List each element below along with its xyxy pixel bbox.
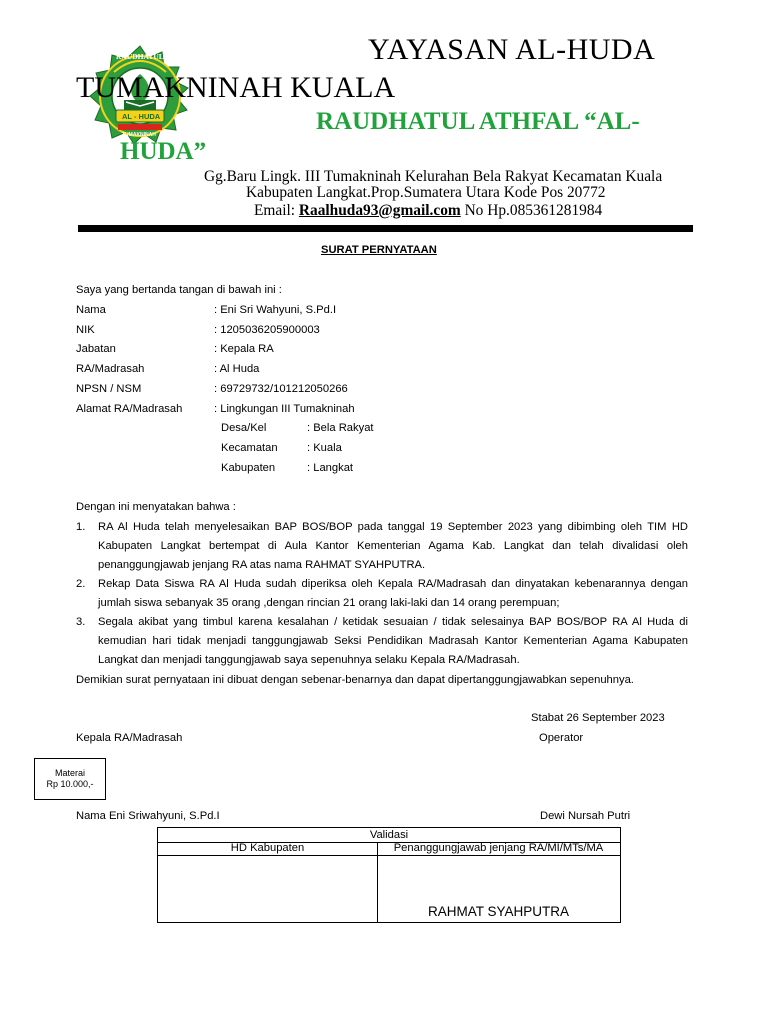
signer-left-title: Kepala RA/Madrasah	[76, 732, 183, 744]
phone-number: No Hp.085361281984	[460, 202, 603, 219]
item-line: Kabupaten Langkat bertempat di Aula Kantor Kementerian Agama Kab. Langkat dan telah divalidasi oleh	[98, 540, 688, 552]
logo-arc-text: RAUDHATUL ATHFAL	[116, 52, 195, 61]
email-label: Email:	[254, 202, 299, 219]
closing-text: Demikian surat pernyataan ini dibuat dengan sebenar-benarnya dan dapat dipertanggungjawabkan sepenuhnya.	[76, 674, 634, 686]
address-line-1: Gg.Baru Lingk. III Tumakninah Kelurahan Bela Rakyat Kecamatan Kuala	[204, 168, 663, 185]
field-label: Jabatan	[76, 343, 116, 355]
place-date: Stabat 26 September 2023	[531, 712, 665, 724]
validation-title: Validasi	[158, 828, 620, 843]
signer-right-name: Dewi Nursah Putri	[540, 810, 631, 822]
validation-signature-cell	[158, 856, 378, 922]
intro-text: Saya yang bertanda tangan di bawah ini :	[76, 284, 282, 296]
foundation-location: TUMAKNINAH KUALA	[76, 71, 396, 104]
statement-intro: Dengan ini menyatakan bahwa :	[76, 501, 236, 513]
item-number: 3.	[76, 616, 86, 628]
item-number: 2.	[76, 578, 86, 590]
field-value: : 1205036205900003	[214, 324, 320, 336]
materai-label: Materai	[54, 768, 85, 778]
field-value: : 69729732/101212050266	[214, 383, 348, 395]
field-label: NPSN / NSM	[76, 383, 142, 395]
header-divider	[78, 225, 693, 232]
contact-line	[254, 202, 602, 220]
address-line-2: Kabupaten Langkat.Prop.Sumatera Utara Kode Pos 20772	[246, 184, 606, 201]
document-title: SURAT PERNYATAAN	[321, 244, 437, 256]
field-value: : Al Huda	[214, 363, 260, 375]
item-line: penanggungjawab jenjang RA atas nama RAHMAT SYAHPUTRA.	[98, 559, 426, 571]
sub-field-value: : Langkat	[307, 462, 354, 474]
materai-stamp-box	[34, 758, 106, 800]
field-label: NIK	[76, 324, 95, 336]
field-label: Alamat RA/Madrasah	[76, 403, 183, 415]
item-number: 1.	[76, 521, 86, 533]
sub-field-label: Desa/Kel	[221, 422, 267, 434]
item-line: RA Al Huda telah menyelesaikan BAP BOS/BOP pada tanggal 19 September 2023 yang dibimbing oleh TIM HD	[98, 521, 688, 533]
school-name-cont: HUDA”	[120, 138, 207, 165]
validation-signer: RAHMAT SYAHPUTRA	[427, 904, 570, 919]
field-label: Nama	[76, 304, 106, 316]
field-value: : Eni Sri Wahyuni, S.Pd.I	[214, 304, 337, 316]
item-line: Rekap Data Siswa RA Al Huda sudah diperiksa oleh Kepala RA/Madrasah dan dinyatakan kebenarannya dengan	[98, 578, 688, 590]
materai-amount: Rp 10.000,-	[46, 779, 94, 789]
signer-left-name: Nama Eni Sriwahyuni, S.Pd.I	[76, 810, 220, 822]
validation-col-hd: HD Kabupaten	[158, 842, 378, 856]
sub-field-label: Kecamatan	[221, 442, 278, 454]
email-link[interactable]: Raalhuda93@gmail.com	[298, 202, 461, 219]
logo-banner-text: AL - HUDA	[122, 112, 161, 121]
sub-field-value: : Bela Rakyat	[307, 422, 374, 434]
signer-right-title: Operator	[539, 732, 584, 744]
validation-col-pj: Penanggungjawab jenjang RA/MI/MTs/MA	[377, 842, 620, 856]
item-line: Segala akibat yang timbul karena kesalahan / ketidak sesuaian / tidak selesainya BAP BOS/BOP RA Al Huda di	[98, 616, 688, 628]
foundation-name: YAYASAN AL-HUDA	[368, 33, 656, 66]
school-name: RAUDHATUL ATHFAL “AL-	[316, 108, 640, 135]
sub-field-value: : Kuala	[307, 442, 342, 454]
sub-field-label: Kabupaten	[221, 462, 276, 474]
validation-table	[157, 827, 621, 923]
field-value: : Kepala RA	[214, 343, 274, 355]
logo-bottom-text: TUMAKNINAH	[122, 132, 156, 138]
field-value: : Lingkungan III Tumakninah	[214, 403, 355, 415]
item-line: jumlah siswa sebanyak 35 orang ,dengan rincian 21 orang laki-laki dan 14 orang perempuan;	[98, 597, 560, 609]
item-line: kemudian hari tidak menjadi tanggungjawab Seksi Pendidikan Madrasah Kantor Kementerian Agama Kabupaten	[98, 635, 688, 647]
field-label: RA/Madrasah	[76, 363, 145, 375]
item-line: Langkat dan menjadi tanggungjawab saya sepenuhnya selaku Kepala RA/Madrasah.	[98, 654, 520, 666]
